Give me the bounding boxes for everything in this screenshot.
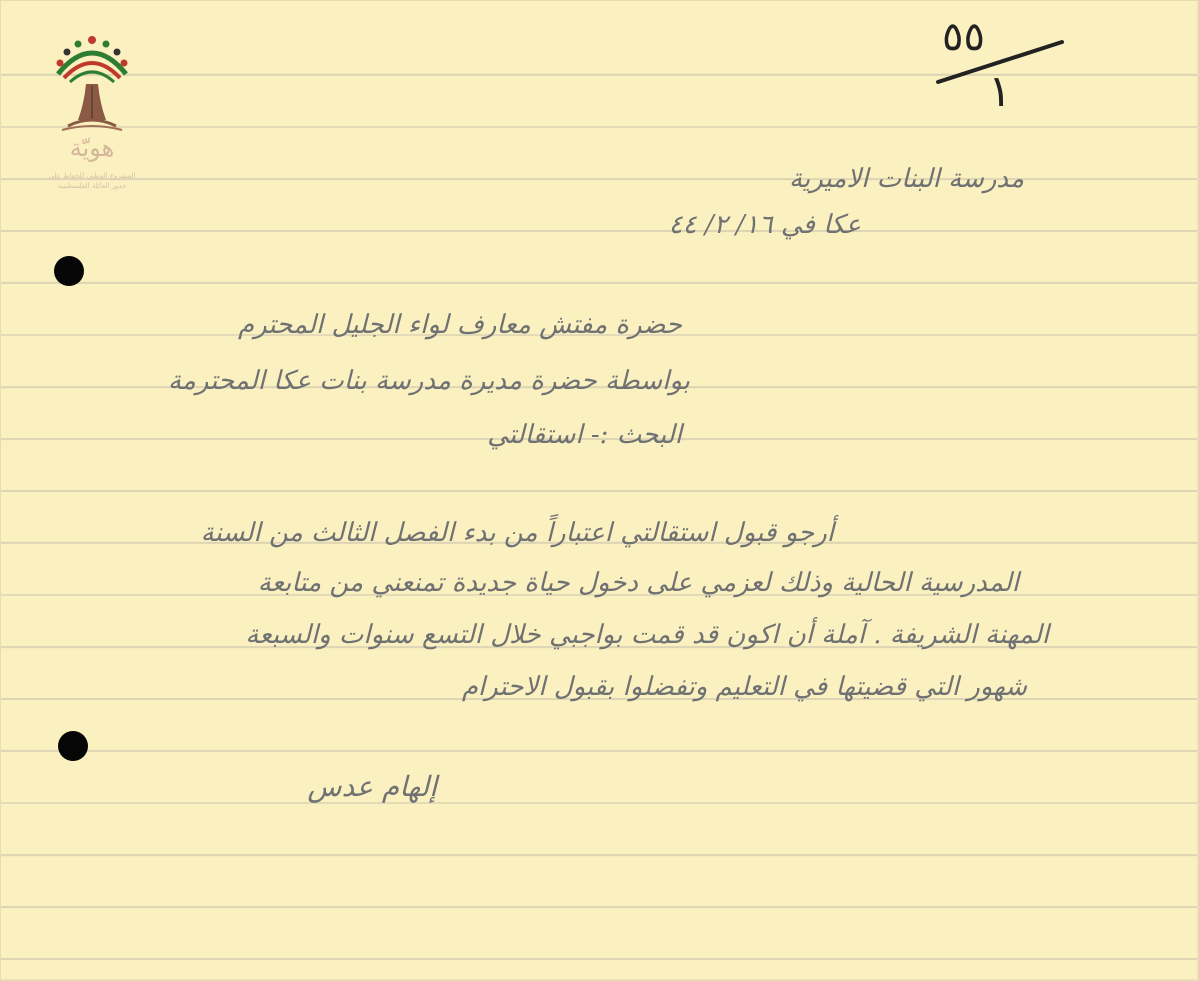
- place-date: عكا في ١٦/ ٢/ ٤٤: [668, 210, 861, 240]
- body-line-2: المدرسية الحالية وذلك لعزمي على دخول حياة جديدة تمنعني من متابعة: [257, 568, 1019, 598]
- family-tree-logo-icon: [38, 34, 146, 134]
- folio-number: [930, 14, 1070, 118]
- body-line-1: أرجو قبول استقالتي اعتباراً من بدء الفصل الثالث من السنة: [200, 518, 834, 548]
- logo-wordmark: هويّة: [69, 134, 115, 162]
- addressee-line-2: بواسطة حضرة مديرة مدرسة بنات عكا المحترمة: [167, 366, 690, 396]
- body-line-4: شهور التي قضيتها في التعليم وتفضلوا بقبول الاحترام: [461, 672, 1027, 702]
- folio-top: ٥٥: [942, 14, 985, 60]
- punch-hole-bottom: [58, 731, 88, 761]
- punch-hole-top: [54, 256, 84, 286]
- folio-bottom: ١: [988, 66, 1012, 117]
- body-line-3: المهنة الشريفة . آملة أن اكون قد قمت بواجبي خلال التسع سنوات والسبعة: [245, 620, 1049, 650]
- school-name: مدرسة البنات الاميرية: [789, 164, 1024, 194]
- subject-line: البحث :- استقالتي: [487, 420, 682, 450]
- signature: إلهام عدس: [307, 770, 437, 803]
- addressee-line-1: حضرة مفتش معارف لواء الجليل المحترم: [237, 310, 682, 340]
- logo-tagline-2: جذور العائلة الفلسطينية: [57, 182, 127, 190]
- hawiya-logo: [38, 34, 146, 194]
- logo-tagline-1: المشروع الوطني للحفاظ على: [48, 172, 136, 180]
